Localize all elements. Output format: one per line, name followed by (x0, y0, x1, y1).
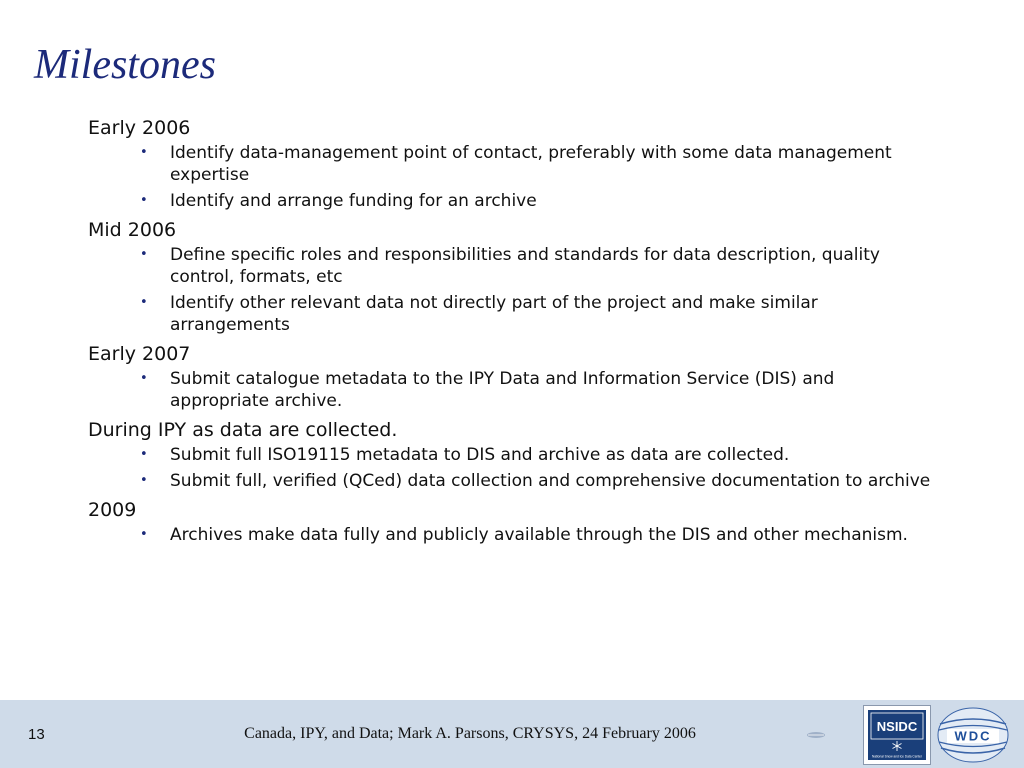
list-item (88, 444, 968, 466)
list-item (88, 524, 968, 546)
wdc-logo-text: WDC (954, 728, 992, 744)
bullet-icon: • (140, 295, 148, 310)
list-item (88, 244, 968, 288)
milestone-heading: Mid 2006 (88, 219, 177, 241)
bullet-icon: • (140, 193, 148, 208)
milestone-items (88, 444, 968, 492)
milestone-heading: Early 2007 (88, 343, 191, 365)
milestone-mid-2006 (88, 216, 968, 336)
milestone-items (88, 524, 968, 546)
list-item-text: Identify other relevant data not directly part of the project and make similar arrangements (170, 293, 818, 335)
milestone-early-2006 (88, 114, 968, 212)
wdc-logo (936, 706, 1010, 764)
slide-title: Milestones (34, 42, 216, 88)
decorative-mark-icon (806, 730, 826, 740)
milestone-items (88, 142, 968, 212)
list-item-text: Submit catalogue metadata to the IPY Data and Information Service (DIS) and appropriate archive. (170, 369, 835, 411)
list-item (88, 142, 968, 186)
nsidc-logo-panel (868, 710, 926, 760)
milestone-early-2007 (88, 340, 968, 412)
list-item (88, 190, 968, 212)
list-item-text: Submit full, verified (QCed) data collection and comprehensive documentation to archive (170, 471, 931, 491)
milestone-heading: Early 2006 (88, 117, 191, 139)
slide-footer (0, 700, 1024, 768)
milestone-items (88, 368, 968, 412)
nsidc-logo-text: NSIDC (876, 719, 918, 734)
nsidc-logo-caption: National Snow and Ice Data Center (872, 754, 922, 759)
milestone-items (88, 244, 968, 336)
list-item-text: Submit full ISO19115 metadata to DIS and archive as data are collected. (170, 445, 790, 465)
list-item-text: Define specific roles and responsibilities and standards for data description, quality control, formats, etc (170, 245, 880, 287)
bullet-icon: • (140, 527, 148, 542)
milestone-during-ipy (88, 416, 968, 492)
nsidc-logo-graphic (868, 710, 926, 760)
list-item-text: Archives make data fully and publicly available through the DIS and other mechanism. (170, 525, 908, 545)
bullet-icon: • (140, 145, 148, 160)
bullet-icon: • (140, 247, 148, 262)
list-item (88, 368, 968, 412)
footer-caption: Canada, IPY, and Data; Mark A. Parsons, CRYSYS, 24 February 2006 (244, 725, 696, 742)
milestone-heading: During IPY as data are collected. (88, 419, 398, 441)
list-item (88, 470, 968, 492)
snowflake-icon (893, 741, 902, 751)
milestone-list (88, 114, 968, 550)
list-item-text: Identify and arrange funding for an archive (170, 191, 537, 211)
milestone-heading: 2009 (88, 499, 137, 521)
list-item-text: Identify data-management point of contact, preferably with some data management expertise (170, 143, 892, 185)
list-item (88, 292, 968, 336)
bullet-icon: • (140, 447, 148, 462)
nsidc-logo (863, 705, 931, 765)
milestone-2009 (88, 496, 968, 546)
bullet-icon: • (140, 371, 148, 386)
page-number: 13 (28, 726, 45, 743)
bullet-icon: • (140, 473, 148, 488)
